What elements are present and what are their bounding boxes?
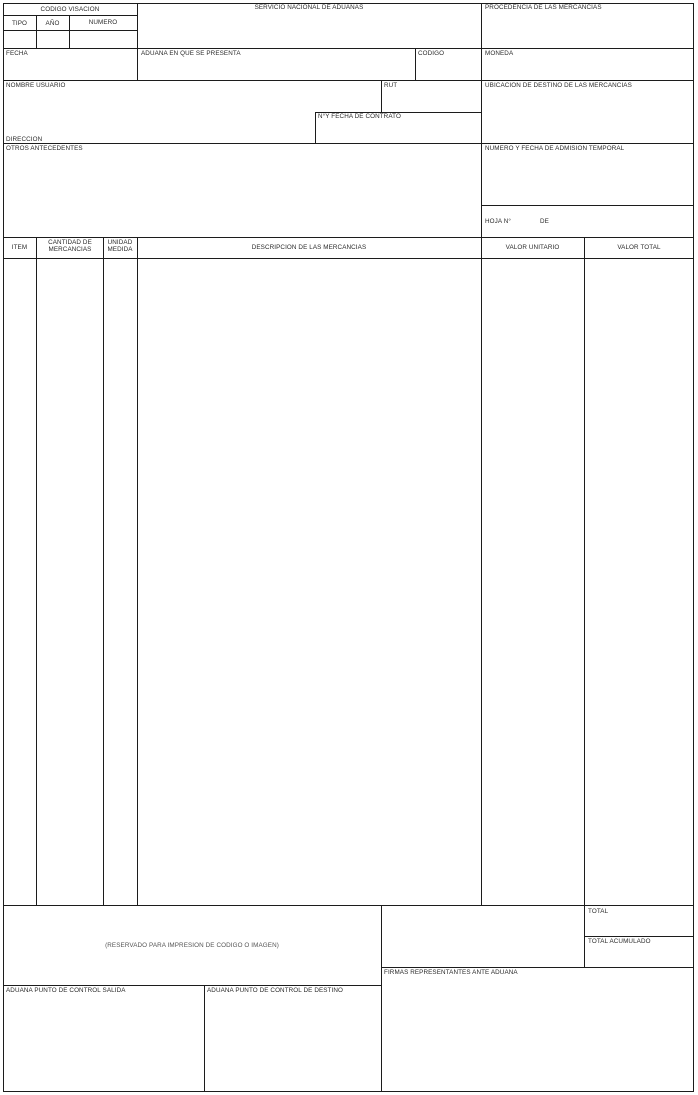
col-valor-unitario-header: VALOR UNITARIO (505, 244, 560, 251)
aduana-presenta-label: ADUANA EN QUE SE PRESENTA (141, 50, 241, 57)
divider (3, 80, 694, 81)
divider (3, 143, 694, 144)
procedencia-field[interactable] (482, 13, 693, 48)
rut-label: RUT (384, 82, 398, 89)
codigo-visacion-label: CODIGO VISACION (40, 6, 100, 13)
firmas-field[interactable] (382, 978, 693, 1091)
divider (481, 205, 694, 206)
otros-antecedentes-label: OTROS ANTECEDENTES (6, 145, 83, 152)
col-item-header: ITEM (11, 244, 28, 251)
fecha-contrato-label: N°Y FECHA DE CONTRATO (318, 113, 401, 120)
border-right (693, 3, 694, 1092)
numero-field[interactable] (70, 31, 137, 48)
moneda-field[interactable] (482, 58, 693, 80)
total-field[interactable] (585, 916, 693, 936)
fecha-field[interactable] (4, 58, 137, 80)
col-cantidad-header: CANTIDAD DE MERCANCIAS (48, 239, 92, 253)
total-acumulado-field[interactable] (585, 947, 693, 967)
valor-unitario-column[interactable] (482, 259, 584, 905)
col-unidad-header: UNIDAD MEDIDA (107, 239, 133, 253)
col-valor-total-header: VALOR TOTAL (617, 244, 661, 251)
control-destino-field[interactable] (205, 995, 381, 1091)
border-bottom (3, 1091, 694, 1092)
codigo-label: CODIGO (418, 50, 445, 57)
cantidad-column[interactable] (37, 259, 103, 905)
unidad-column[interactable] (104, 259, 137, 905)
divider (3, 905, 694, 906)
rut-field[interactable] (382, 90, 481, 112)
divider (381, 967, 694, 968)
fecha-label: FECHA (6, 50, 28, 57)
nombre-usuario-field[interactable] (4, 90, 381, 112)
tipo-field[interactable] (4, 31, 36, 48)
numero-label: NUMERO (88, 19, 118, 26)
firmas-label: FIRMAS REPRESENTANTES ANTE ADUANA (384, 969, 518, 976)
divider (3, 237, 694, 238)
anio-field[interactable] (37, 31, 69, 48)
ubicacion-destino-field[interactable] (482, 90, 693, 143)
fecha-contrato-field[interactable] (316, 121, 481, 143)
de-label: DE (540, 218, 549, 225)
codigo-field[interactable] (416, 58, 481, 80)
valor-total-column[interactable] (585, 259, 693, 905)
tipo-label: TIPO (11, 20, 28, 27)
total-acumulado-label: TOTAL ACUMULADO (588, 938, 651, 945)
reservado-label: (RESERVADO PARA IMPRESION DE CODIGO O IMAGEN) (105, 942, 279, 949)
col-descripcion-header: DESCRIPCION DE LAS MERCANCIAS (251, 244, 367, 251)
admision-temporal-label: NUMERO Y FECHA DE ADMISION TEMPORAL (485, 145, 625, 152)
servicio-title: SERVICIO NACIONAL DE ADUANAS (254, 4, 364, 11)
ubicacion-destino-label: UBICACION DE DESTINO DE LAS MERCANCIAS (485, 82, 632, 89)
descripcion-column[interactable] (138, 259, 481, 905)
divider (3, 985, 381, 986)
otros-antecedentes-field[interactable] (4, 153, 481, 237)
hoja-label: HOJA N° (485, 218, 511, 225)
divider (3, 15, 137, 16)
aduana-presenta-field[interactable] (138, 58, 415, 80)
admision-temporal-field[interactable] (482, 153, 693, 205)
control-salida-field[interactable] (4, 995, 204, 1091)
control-destino-label: ADUANA PUNTO DE CONTROL DE DESTINO (207, 987, 344, 994)
direccion-label: DIRECCION (6, 136, 43, 143)
total-label: TOTAL (588, 908, 609, 915)
item-column[interactable] (4, 259, 36, 905)
nombre-usuario-label: NOMBRE USUARIO (6, 82, 66, 89)
procedencia-label: PROCEDENCIA DE LAS MERCANCIAS (485, 4, 602, 11)
divider (3, 48, 694, 49)
divider (584, 936, 694, 937)
control-salida-label: ADUANA PUNTO DE CONTROL SALIDA (6, 987, 126, 994)
anio-label: AÑO (45, 20, 60, 27)
moneda-label: MONEDA (485, 50, 514, 57)
